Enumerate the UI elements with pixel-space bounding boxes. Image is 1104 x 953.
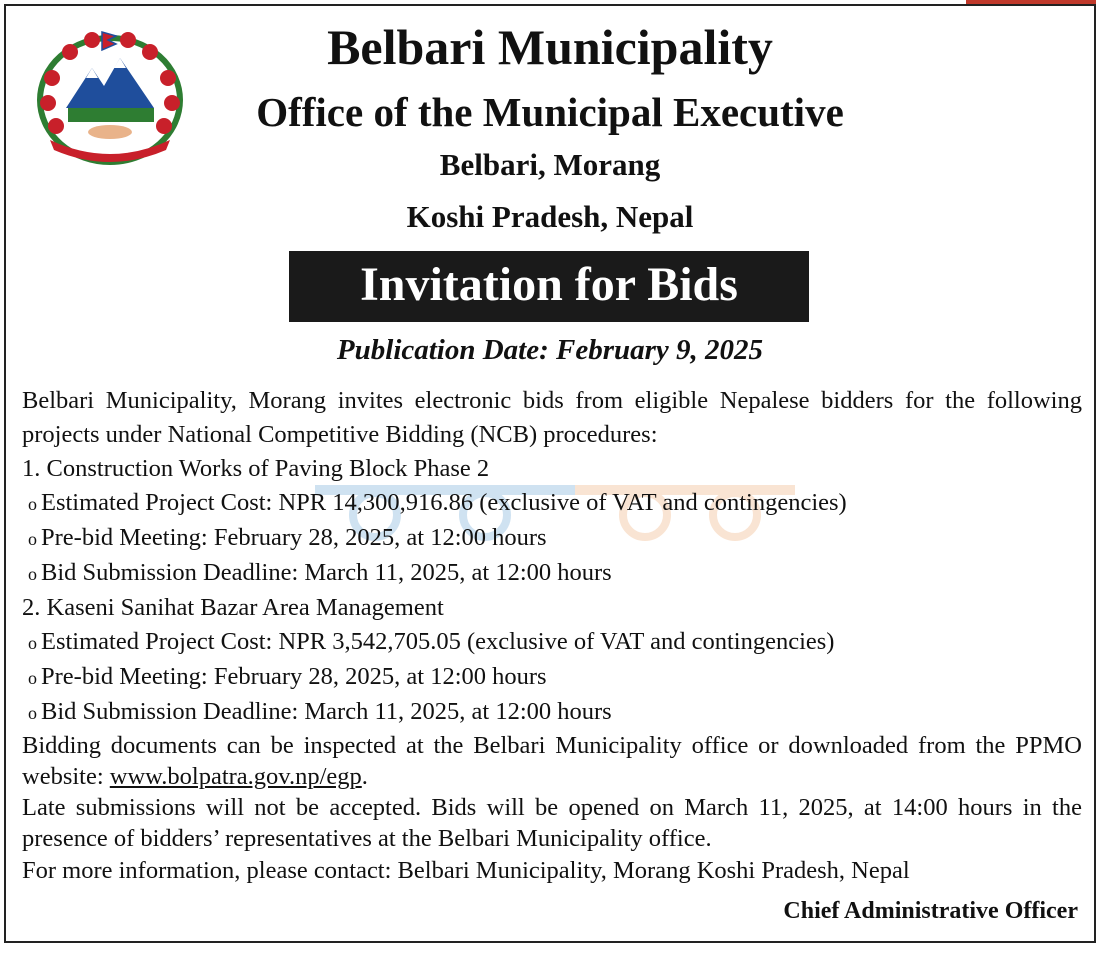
invitation-banner: Invitation for Bids	[289, 251, 809, 322]
project-1-deadline	[22, 556, 1082, 591]
project-1-deadline-text: Bid Submission Deadline: March 11, 2025, at 12:00 hours	[41, 559, 612, 586]
project-1-cost-text: Estimated Project Cost: NPR 14,300,916.86 (exclusive of VAT and contingencies)	[41, 489, 847, 516]
project-2-deadline	[22, 695, 1082, 730]
late-submission-paragraph: Late submissions will not be accepted. Bids will be opened on March 11, 2025, at 14:00 hours in the presence of bidders’ representatives at the Belbari Municipality office.	[22, 794, 1082, 852]
project-2-deadline-text: Bid Submission Deadline: March 11, 2025, at 12:00 hours	[41, 698, 612, 725]
bullet-icon: o	[28, 703, 37, 723]
bullet-icon: o	[28, 633, 37, 653]
publication-date: Publication Date: February 9, 2025	[336, 334, 764, 366]
signature-title: Chief Administrative Officer	[783, 898, 1078, 924]
project-2-cost	[22, 625, 1082, 660]
top-accent-bar	[966, 0, 1096, 4]
region-line: Koshi Pradesh, Nepal	[406, 199, 694, 234]
office-title: Office of the Municipal Executive	[256, 89, 844, 135]
documents-text: Bidding documents can be inspected at the Belbari Municipality office or downloaded from the PPMO website:	[22, 732, 1082, 790]
bullet-icon: o	[28, 564, 37, 584]
location-line: Belbari, Morang	[439, 147, 661, 182]
bullet-icon: o	[28, 529, 37, 549]
documents-paragraph: Bidding documents can be inspected at the Belbari Municipality office or downloaded from the PPMO website: www.bolpatra.gov.np/egp.	[22, 732, 1082, 790]
notice-body	[22, 384, 1082, 888]
contact-paragraph: For more information, please contact: Belbari Municipality, Morang Koshi Pradesh, Nepal	[22, 857, 910, 884]
intro-paragraph: Belbari Municipality, Morang invites electronic bids from eligible Nepalese bidders for the following projects under National Competitive Bidding (NCB) procedures:	[22, 387, 1082, 448]
bullet-icon: o	[28, 668, 37, 688]
project-2-prebid	[22, 660, 1082, 695]
project-1-prebid-text: Pre-bid Meeting: February 28, 2025, at 12:00 hours	[41, 524, 547, 551]
ppmo-link[interactable]: www.bolpatra.gov.np/egp	[109, 763, 362, 790]
project-1-cost	[22, 486, 1082, 521]
project-1-prebid	[22, 521, 1082, 556]
project-2-title: 2. Kaseni Sanihat Bazar Area Management	[22, 594, 444, 621]
org-title: Belbari Municipality	[327, 19, 773, 75]
project-2-prebid-text: Pre-bid Meeting: February 28, 2025, at 12:00 hours	[41, 663, 547, 690]
project-1-title: 1. Construction Works of Paving Block Phase 2	[22, 455, 490, 482]
bullet-icon: o	[28, 494, 37, 514]
project-2-cost-text: Estimated Project Cost: NPR 3,542,705.05 (exclusive of VAT and contingencies)	[41, 628, 835, 655]
